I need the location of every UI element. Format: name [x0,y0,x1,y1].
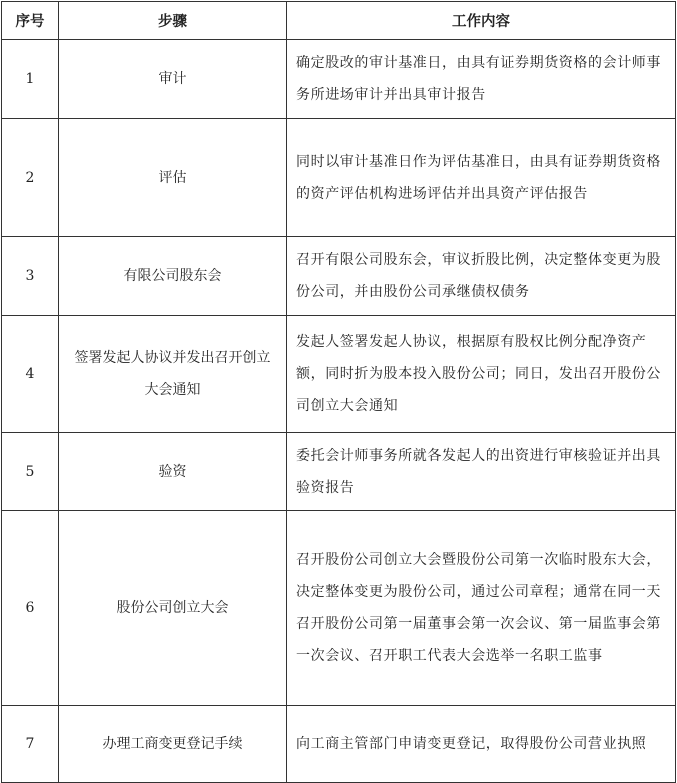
table-row [2,316,676,433]
row-work: 同时以审计基准日作为评估基准日，由具有证券期货资格的资产评估机构进场评估并出具资产评估报告 [287,119,676,237]
header-work: 工作内容 [287,2,676,40]
row-step: 审计 [59,40,287,119]
procedure-table [1,1,676,783]
table-row [2,433,676,511]
row-index: 4 [2,316,59,433]
row-step: 评估 [59,119,287,237]
table-row [2,119,676,237]
table-row [2,706,676,783]
row-step: 办理工商变更登记手续 [59,706,287,783]
header-row [2,2,676,40]
header-index: 序号 [2,2,59,40]
row-work: 确定股改的审计基准日，由具有证券期货资格的会计师事务所进场审计并出具审计报告 [287,40,676,119]
row-work: 召开有限公司股东会，审议折股比例，决定整体变更为股份公司，并由股份公司承继债权债务 [287,237,676,316]
row-index: 7 [2,706,59,783]
row-index: 6 [2,511,59,706]
row-step: 签署发起人协议并发出召开创立大会通知 [59,316,287,433]
row-step: 验资 [59,433,287,511]
row-index: 5 [2,433,59,511]
table-row [2,237,676,316]
row-step: 股份公司创立大会 [59,511,287,706]
row-index: 3 [2,237,59,316]
row-work: 向工商主管部门申请变更登记，取得股份公司营业执照 [287,706,676,783]
row-index: 2 [2,119,59,237]
table-row [2,511,676,706]
header-step: 步骤 [59,2,287,40]
row-work: 召开股份公司创立大会暨股份公司第一次临时股东大会，决定整体变更为股份公司，通过公司章程；通常在同一天召开股份公司第一届董事会第一次会议、第一届监事会第一次会议、召开职工代表大会选举一名职工监事 [287,511,676,706]
table-row [2,40,676,119]
row-index: 1 [2,40,59,119]
row-work: 发起人签署发起人协议，根据原有股权比例分配净资产额，同时折为股本投入股份公司；同日，发出召开股份公司创立大会通知 [287,316,676,433]
row-work: 委托会计师事务所就各发起人的出资进行审核验证并出具验资报告 [287,433,676,511]
row-step: 有限公司股东会 [59,237,287,316]
